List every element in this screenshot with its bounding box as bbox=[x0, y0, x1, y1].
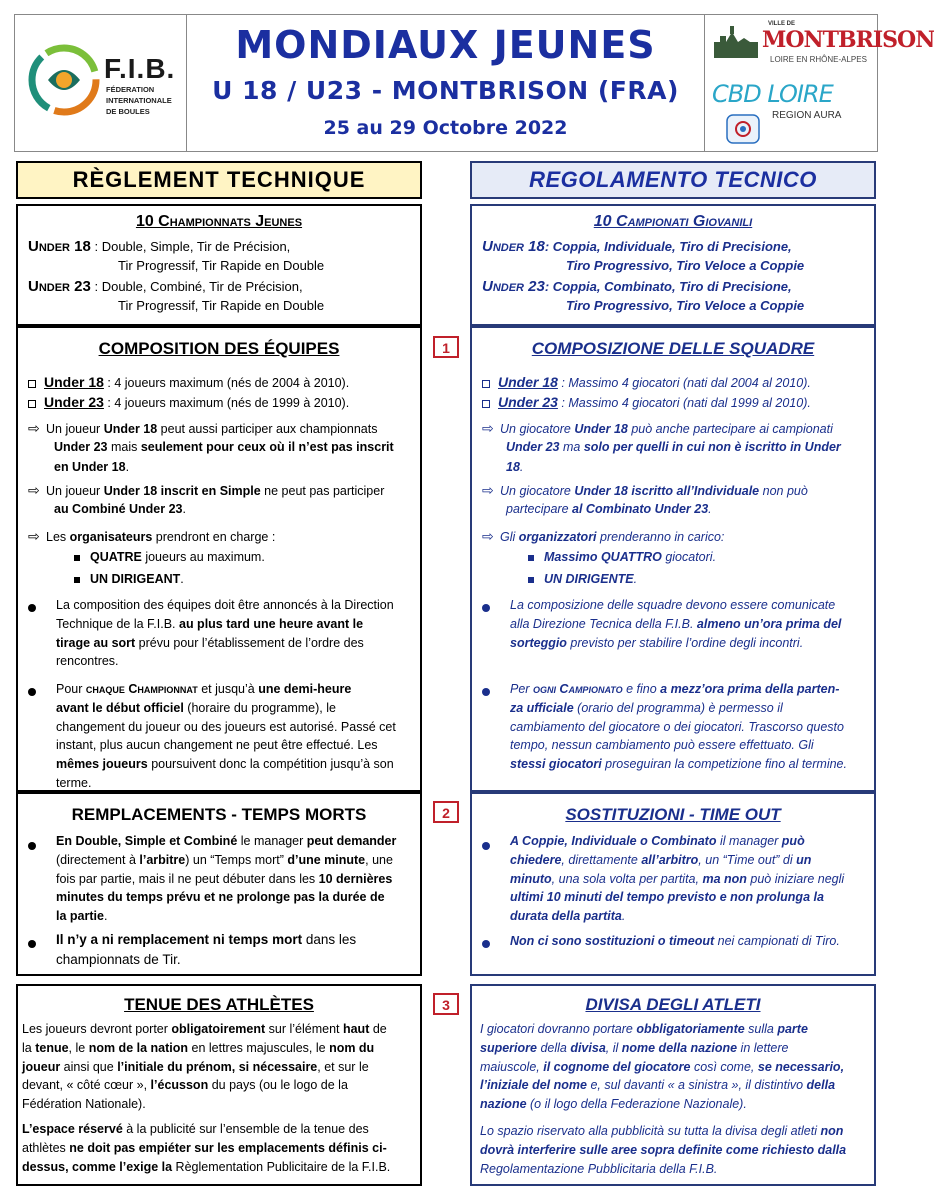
fib-emblem-icon bbox=[28, 40, 100, 120]
fr-dot1: La composition des équipes doit être annoncés à la Direction Technique de la F.I.B. au plus tard une heure avant le tirage au sort prévu pour l’établissement de l’ordre des rencontres. bbox=[56, 598, 394, 669]
cbd-name: CBD LOIRE bbox=[712, 80, 833, 108]
square-bullet-icon bbox=[482, 400, 490, 408]
it-rule2-l1: ⇨ Un giocatore Under 18 iscritto all’Individuale non può bbox=[482, 480, 808, 501]
section-number-2: 2 bbox=[433, 801, 459, 823]
fr-comp-title: COMPOSITION DES ÉQUIPES bbox=[98, 339, 340, 358]
fr-tenue-box bbox=[16, 984, 422, 1186]
fr-comp-u23-text: : 4 joueurs maximum (nés de 1999 à 2010). bbox=[103, 396, 350, 410]
fr-comp-u23 bbox=[28, 392, 349, 413]
dot-bullet-icon bbox=[482, 604, 490, 612]
dot-bullet-icon bbox=[28, 604, 36, 612]
it-comp-title: COMPOSIZIONE DELLE SQUADRE bbox=[531, 339, 815, 358]
fr-rule2-l1: ⇨ Un joueur Under 18 inscrit en Simple ne peut pas participer bbox=[28, 480, 384, 501]
square-bullet-icon bbox=[28, 400, 36, 408]
fr-comp-u18-text: : 4 joueurs maximum (nés de 2004 à 2010). bbox=[103, 376, 350, 390]
page-title: MONDIAUX JEUNES bbox=[235, 23, 656, 67]
it-rule1-l2: Under 23 ma solo per quelli in cui non è iscritto in Under bbox=[506, 440, 841, 454]
it-divisa-p1: I giocatori dovranno portare obbligatoriamente sulla parte superiore della divisa, il nome della nazione in lettere maiuscole, il cognome del giocatore così come, se necessario, l’iniziale del nome e, sul davanti « a sinistra », il distintivo della nazione (o il logo della Federazione Nazionale). bbox=[480, 1022, 845, 1111]
fr-comp-u18 bbox=[28, 372, 349, 393]
fr-tenue-title: TENUE DES ATHLÈTES bbox=[124, 995, 314, 1014]
square-bullet-icon bbox=[528, 555, 534, 561]
fr-u18-label: Under 18 bbox=[28, 238, 91, 255]
it-sost1: A Coppie, Individuale o Combinato il manager può chiedere, direttamente all’arbitro, un “Time out” di un minuto, una sola volta per partita, ma non può iniziare negli ultimi 10 minuti del tempo previsto e non prolunga la durata della partita. bbox=[510, 834, 845, 923]
it-sostituzioni-box bbox=[470, 792, 876, 976]
arrow-right-icon: ⇨ bbox=[482, 420, 494, 436]
fr-rule1-l3: en Under 18. bbox=[54, 460, 130, 474]
fr-rule2-l2: au Combiné Under 23. bbox=[54, 502, 186, 516]
it-u23-row: Under 23: Coppia, Combinato, Tiro di Precisione, bbox=[482, 278, 792, 295]
section-number-1: 1 bbox=[433, 336, 459, 358]
cbd-loire-logo bbox=[708, 76, 874, 148]
region-logo-icon bbox=[726, 114, 760, 144]
dot-bullet-icon bbox=[482, 842, 490, 850]
it-title: REGOLAMENTO TECNICO bbox=[529, 167, 817, 192]
fr-repl-title: REMPLACEMENTS - TEMPS MORTS bbox=[71, 805, 367, 824]
arrow-right-icon: ⇨ bbox=[482, 482, 494, 498]
fib-logo bbox=[28, 40, 178, 130]
arrow-right-icon: ⇨ bbox=[28, 528, 40, 544]
event-dates: 25 au 29 Octobre 2022 bbox=[323, 117, 568, 139]
fr-tenue-p2: L’espace réservé à la publicité sur l’ensemble de la tenue des athlètes ne doit pas empiéter sur les emplacements définis ci- dessus, comme l’exige la Règlementation Publicitaire de la F.I.B. bbox=[22, 1122, 391, 1174]
it-sost2: Non ci sono sostituzioni o timeout nei campionati di Tiro. bbox=[510, 934, 840, 948]
fr-title: RÈGLEMENT TECHNIQUE bbox=[72, 167, 366, 192]
fr-rule3-item2: UN DIRIGEANT. bbox=[74, 570, 184, 589]
it-dot1: La composizione delle squadre devono essere comunicate alla Direzione Tecnica della F.I.B. almeno un’ora prima del sorteggio previsto per stabilire l’ordine degli incontri. bbox=[510, 598, 842, 650]
it-rule3-l1: ⇨ Gli organizzatori prenderanno in carico: bbox=[482, 526, 724, 547]
it-championships-box bbox=[470, 204, 876, 326]
it-comp-u23: Under 23 : Massimo 4 giocatori (nati dal 1999 al 2010). bbox=[482, 392, 811, 413]
fr-rule3-l1: ⇨ Les organisateurs prendront en charge : bbox=[28, 526, 275, 547]
it-title-box bbox=[470, 161, 876, 199]
castle-icon bbox=[712, 24, 760, 60]
square-bullet-icon bbox=[74, 577, 80, 583]
it-rule3-item1: Massimo QUATTRO giocatori. bbox=[528, 548, 716, 567]
section-number-3: 3 bbox=[433, 993, 459, 1015]
fr-repl2: Il n’y a ni remplacement ni temps mort dans les championnats de Tir. bbox=[56, 932, 357, 968]
fr-u23-label: Under 23 bbox=[28, 278, 91, 295]
it-rule2-l2: partecipare al Combinato Under 23. bbox=[506, 502, 712, 516]
fr-replacement-box bbox=[16, 792, 422, 976]
it-divisa-box bbox=[470, 984, 876, 1186]
fib-sub-line: DE BOULES bbox=[106, 107, 150, 116]
montbrison-top: VILLE DE bbox=[768, 21, 796, 27]
fr-title-box bbox=[16, 161, 422, 199]
dot-bullet-icon bbox=[28, 940, 36, 948]
montbrison-sub: LOIRE EN RHÔNE-ALPES bbox=[770, 55, 867, 64]
square-bullet-icon bbox=[528, 577, 534, 583]
fr-rule1-l2: Under 23 mais seulement pour ceux où il n’est pas inscrit bbox=[54, 440, 394, 454]
fr-rule3-item1: QUATRE joueurs au maximum. bbox=[74, 548, 265, 567]
fr-comp-u18-label: Under 18 bbox=[44, 374, 104, 390]
it-comp-u18: Under 18 : Massimo 4 giocatori (nati dal 2004 al 2010). bbox=[482, 372, 811, 393]
fr-rule1-l1: ⇨ Un joueur Under 18 peut aussi participer aux championnats bbox=[28, 418, 377, 439]
it-champ-title: 10 Campionati Giovanili bbox=[593, 213, 753, 230]
fr-champ-title: 10 Championnats Jeunes bbox=[135, 213, 303, 230]
it-composition-box bbox=[470, 326, 876, 792]
fr-u18-row2: Tir Progressif, Tir Rapide en Double bbox=[118, 258, 325, 273]
cbd-sub: REGION AURA bbox=[772, 110, 842, 121]
arrow-right-icon: ⇨ bbox=[28, 420, 40, 436]
it-rule1-l3: 18. bbox=[506, 460, 524, 474]
fr-tenue-p1: Les joueurs devront porter obligatoirement sur l’élément haut de la tenue, le nom de la nation en lettres majuscules, le nom du joueur ainsi que l’initiale du prénom, si nécessaire, et sur le devant, « côté cœur », l’écusson du pays (ou le logo de la Fédération Nationale). bbox=[22, 1022, 387, 1111]
fr-composition-box bbox=[16, 326, 422, 792]
it-sost-title: SOSTITUZIONI - TIME OUT bbox=[565, 805, 781, 824]
it-u18-row2: Tiro Progressivo, Tiro Veloce a Coppie bbox=[566, 258, 805, 273]
fib-subtitle bbox=[106, 84, 172, 117]
arrow-right-icon: ⇨ bbox=[28, 482, 40, 498]
fib-sub-line: FÉDERATION bbox=[106, 85, 155, 94]
square-bullet-icon bbox=[74, 555, 80, 561]
dot-bullet-icon bbox=[482, 688, 490, 696]
dot-bullet-icon bbox=[28, 842, 36, 850]
it-divisa-title: DIVISA DEGLI ATLETI bbox=[585, 995, 761, 1014]
it-dot2: Per ogni Campionato e fino a mezz’ora prima della parten- za ufficiale (orario del programma) è permesso il cambiamento del giocatore o dei giocatori. Trascorso questo tempo, nessun cambiamento può essere effettuato. Gli stessi giocatori proseguiran la competizione fino al termine. bbox=[510, 682, 847, 771]
dot-bullet-icon bbox=[28, 688, 36, 696]
arrow-right-icon: ⇨ bbox=[482, 528, 494, 544]
fr-u23-text: : Double, Combiné, Tir de Précision, bbox=[94, 279, 303, 294]
square-bullet-icon bbox=[482, 380, 490, 388]
fib-letters: F.I.B. bbox=[104, 53, 176, 84]
fr-championships-box bbox=[16, 204, 422, 326]
montbrison-logo bbox=[708, 18, 934, 72]
montbrison-name: MONTBRISON bbox=[762, 27, 934, 53]
it-u23-row2: Tiro Progressivo, Tiro Veloce a Coppie bbox=[566, 298, 805, 313]
square-bullet-icon bbox=[28, 380, 36, 388]
it-u18-row: Under 18: Coppia, Individuale, Tiro di Precisione, bbox=[482, 238, 792, 255]
page-subtitle: U 18 / U23 - MONTBRISON (FRA) bbox=[212, 76, 679, 105]
fib-sub-line: INTERNATIONALE bbox=[106, 96, 172, 105]
fr-repl1: En Double, Simple et Combiné le manager peut demander (directement à l’arbitre) un “Temps mort” d’une minute, une fois par partie, mais il ne peut débuter dans les 10 dernières minutes du temps prévu et ne prolonge pas la durée de la partie. bbox=[56, 834, 397, 923]
it-rule3-item2: UN DIRIGENTE. bbox=[528, 570, 637, 589]
fr-comp-u23-label: Under 23 bbox=[44, 394, 104, 410]
it-divisa-p2: Lo spazio riservato alla pubblicità su tutta la divisa degli atleti non dovrà interferire sulle aree sopra definite come richiesto dalla Regolamentazione Pubblicitaria della F.I.B. bbox=[480, 1124, 847, 1176]
fr-u23-row2: Tir Progressif, Tir Rapide en Double bbox=[118, 298, 325, 313]
header-divider-right bbox=[704, 14, 705, 152]
dot-bullet-icon bbox=[482, 940, 490, 948]
fr-u18-text: : Double, Simple, Tir de Précision, bbox=[94, 239, 291, 254]
it-rule1-l1: ⇨ Un giocatore Under 18 può anche partecipare ai campionati bbox=[482, 418, 833, 439]
fr-dot2: Pour chaque Championnat et jusqu’à une demi-heure avant le début officiel (horaire du programme), le changement du joueur ou des joueurs est autorisé. Passé cet instant, plus aucun changement ne peut être effectué. Les mêmes joueurs poursuivent donc la compétition jusqu’à son terme. bbox=[56, 682, 396, 790]
